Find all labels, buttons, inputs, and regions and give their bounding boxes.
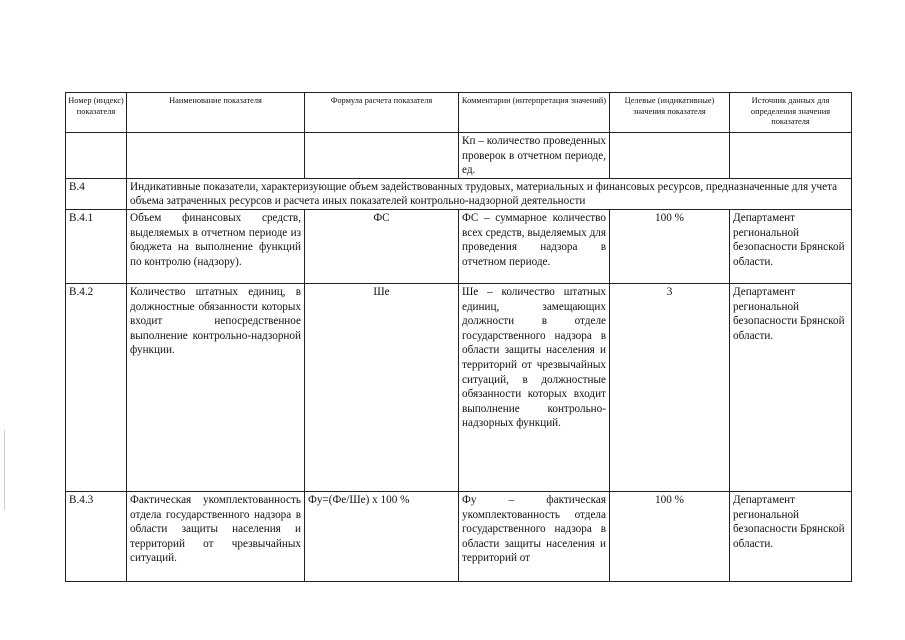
section-row <box>66 178 852 209</box>
row-number: В.4.2 <box>66 283 127 491</box>
row-target: 100 % <box>610 491 730 581</box>
row-formula: ФС <box>305 209 459 283</box>
row-source: Департамент региональной безопасности Брянской области. <box>730 491 852 581</box>
continuation-comment: Кп – количество проведенных проверок в отчетном периоде, ед. <box>459 133 610 179</box>
table-row <box>66 491 852 581</box>
row-number: В.4.3 <box>66 491 127 581</box>
row-number: В.4.1 <box>66 209 127 283</box>
row-target: 3 <box>610 283 730 491</box>
header-number: Номер (индекс) показателя <box>66 93 127 133</box>
header-name: Наименование показателя <box>127 93 305 133</box>
row-comment: Ше – количество штатных единиц, замещающих должности в отделе государственного надзора в области защиты населения и территорий от чрезвычайных ситуаций, в должностные обязанности которых входит выполнение контрольно-надзорных функций. <box>459 283 610 491</box>
continuation-source <box>730 133 852 179</box>
row-formula: Ше <box>305 283 459 491</box>
row-target: 100 % <box>610 209 730 283</box>
table-row <box>66 283 852 491</box>
indicators-table <box>65 92 852 582</box>
continuation-target <box>610 133 730 179</box>
row-name: Объем финансовых средств, выделяемых в отчетном периоде из бюджета на выполнение функций по контролю (надзору). <box>127 209 305 283</box>
row-source: Департамент региональной безопасности Брянской области. <box>730 209 852 283</box>
header-target: Целевые (индикативные) значения показателя <box>610 93 730 133</box>
continuation-row <box>66 133 852 179</box>
row-name: Фактическая укомплектованность отдела государственного надзора в области защиты населения и территорий от чрезвычайных ситуаций. <box>127 491 305 581</box>
header-source: Источник данных для определения значения показателя <box>730 93 852 133</box>
continuation-formula <box>305 133 459 179</box>
row-comment: ФС – суммарное количество всех средств, выделяемых для проведения надзора в отчетном периоде. <box>459 209 610 283</box>
row-formula: Фу=(Фе/Ше) х 100 % <box>305 491 459 581</box>
header-formula: Формула расчета показателя <box>305 93 459 133</box>
row-comment: Фу – фактическая укомплектованность отдела государственного надзора в области защиты населения и территорий от <box>459 491 610 581</box>
header-row <box>66 93 852 133</box>
header-comments: Комментарии (интерпретация значений) <box>459 93 610 133</box>
continuation-name <box>127 133 305 179</box>
row-name: Количество штатных единиц, в должностные обязанности которых входит непосредственное выполнение контрольно-надзорной функции. <box>127 283 305 491</box>
section-number: В.4 <box>66 178 127 209</box>
section-text: Индикативные показатели, характеризующие объем задействованных трудовых, материальных и финансовых ресурсов, предназначенные для учета объема затраченных ресурсов и расчета иных показателей контрольно-надзорной деятельности <box>127 178 852 209</box>
table-row <box>66 209 852 283</box>
scan-margin-mark <box>4 430 5 510</box>
row-source: Департамент региональной безопасности Брянской области. <box>730 283 852 491</box>
continuation-number <box>66 133 127 179</box>
